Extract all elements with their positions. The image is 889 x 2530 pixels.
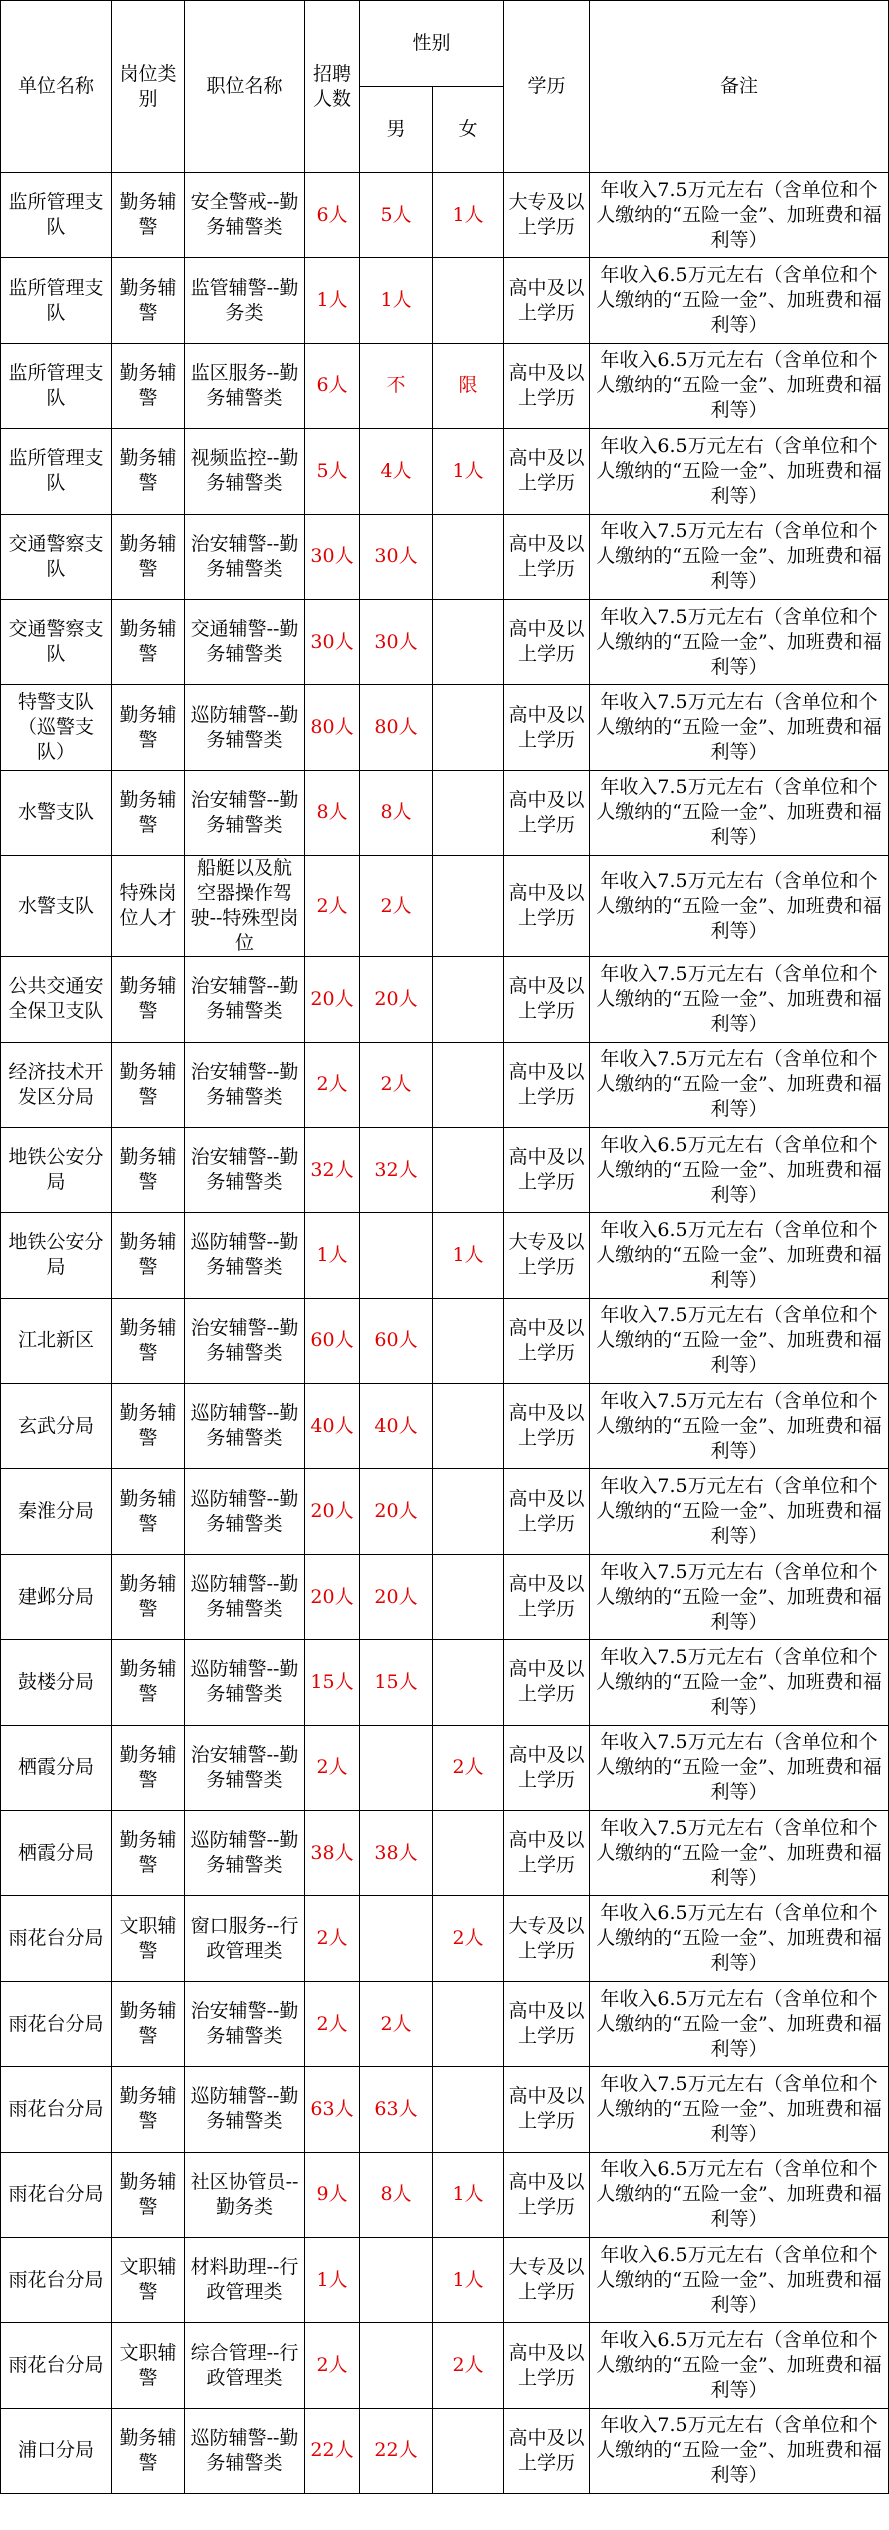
unit-cell: 建邺分局 (1, 1554, 112, 1639)
count-cell: 63人 (305, 2067, 360, 2152)
education-cell: 高中及以上学历 (504, 856, 590, 957)
count-cell: 2人 (305, 1896, 360, 1981)
education-cell: 高中及以上学历 (504, 343, 590, 428)
remark-cell: 年收入6.5万元左右（含单位和个人缴纳的“五险一金”、加班费和福利等） (590, 1127, 889, 1212)
table-row (1, 1298, 889, 1383)
count-cell: 80人 (305, 685, 360, 770)
unit-cell: 玄武分局 (1, 1384, 112, 1469)
female-count-cell (433, 1554, 504, 1639)
position-cell: 巡防辅警--勤务辅警类 (185, 1384, 305, 1469)
education-cell: 高中及以上学历 (504, 1981, 590, 2066)
female-count-cell (433, 1469, 504, 1554)
remark-cell: 年收入7.5万元左右（含单位和个人缴纳的“五险一金”、加班费和福利等） (590, 957, 889, 1042)
table-row (1, 1896, 889, 1981)
header-remark: 备注 (590, 1, 889, 173)
count-cell: 30人 (305, 599, 360, 684)
table-row (1, 1127, 889, 1212)
position-cell: 监区服务--勤务辅警类 (185, 343, 305, 428)
unit-cell: 雨花台分局 (1, 2323, 112, 2408)
position-cell: 交通辅警--勤务辅警类 (185, 599, 305, 684)
male-count-cell (360, 2323, 433, 2408)
post-type-cell: 勤务辅警 (112, 957, 185, 1042)
post-type-cell: 勤务辅警 (112, 343, 185, 428)
count-cell: 5人 (305, 429, 360, 514)
education-cell: 高中及以上学历 (504, 2152, 590, 2237)
count-cell: 2人 (305, 1725, 360, 1810)
remark-cell: 年收入7.5万元左右（含单位和个人缴纳的“五险一金”、加班费和福利等） (590, 1640, 889, 1725)
table-row (1, 514, 889, 599)
table-row (1, 2237, 889, 2322)
male-count-cell: 22人 (360, 2408, 433, 2493)
male-count-cell: 1人 (360, 258, 433, 343)
count-cell: 2人 (305, 1981, 360, 2066)
remark-cell: 年收入7.5万元左右（含单位和个人缴纳的“五险一金”、加班费和福利等） (590, 685, 889, 770)
table-row (1, 1213, 889, 1298)
table-row (1, 685, 889, 770)
table-body (1, 173, 889, 2494)
position-cell: 巡防辅警--勤务辅警类 (185, 685, 305, 770)
count-cell: 40人 (305, 1384, 360, 1469)
unit-cell: 雨花台分局 (1, 2237, 112, 2322)
female-count-cell (433, 1127, 504, 1212)
female-count-cell (433, 957, 504, 1042)
post-type-cell: 勤务辅警 (112, 685, 185, 770)
table-row (1, 1981, 889, 2066)
table-row (1, 599, 889, 684)
post-type-cell: 文职辅警 (112, 2323, 185, 2408)
position-cell: 巡防辅警--勤务辅警类 (185, 1640, 305, 1725)
unit-cell: 水警支队 (1, 770, 112, 855)
position-cell: 视频监控--勤务辅警类 (185, 429, 305, 514)
count-cell: 15人 (305, 1640, 360, 1725)
remark-cell: 年收入7.5万元左右（含单位和个人缴纳的“五险一金”、加班费和福利等） (590, 1042, 889, 1127)
table-row (1, 343, 889, 428)
female-count-cell (433, 770, 504, 855)
female-count-cell: 2人 (433, 2323, 504, 2408)
position-cell: 巡防辅警--勤务辅警类 (185, 1469, 305, 1554)
post-type-cell: 勤务辅警 (112, 514, 185, 599)
count-cell: 32人 (305, 1127, 360, 1212)
education-cell: 高中及以上学历 (504, 957, 590, 1042)
female-count-cell (433, 2067, 504, 2152)
remark-cell: 年收入7.5万元左右（含单位和个人缴纳的“五险一金”、加班费和福利等） (590, 2408, 889, 2493)
header-female: 女 (433, 87, 504, 173)
table-row (1, 429, 889, 514)
education-cell: 高中及以上学历 (504, 1127, 590, 1212)
table-row (1, 2323, 889, 2408)
female-count-cell (433, 1981, 504, 2066)
header-row (1, 1, 889, 87)
remark-cell: 年收入7.5万元左右（含单位和个人缴纳的“五险一金”、加班费和福利等） (590, 2067, 889, 2152)
unit-cell: 栖霞分局 (1, 1725, 112, 1810)
count-cell: 1人 (305, 258, 360, 343)
education-cell: 高中及以上学历 (504, 514, 590, 599)
education-cell: 高中及以上学历 (504, 258, 590, 343)
education-cell: 高中及以上学历 (504, 1042, 590, 1127)
position-cell: 治安辅警--勤务辅警类 (185, 514, 305, 599)
position-cell: 治安辅警--勤务辅警类 (185, 1042, 305, 1127)
remark-cell: 年收入6.5万元左右（含单位和个人缴纳的“五险一金”、加班费和福利等） (590, 2237, 889, 2322)
education-cell: 高中及以上学历 (504, 2067, 590, 2152)
remark-cell: 年收入7.5万元左右（含单位和个人缴纳的“五险一金”、加班费和福利等） (590, 599, 889, 684)
position-cell: 治安辅警--勤务辅警类 (185, 770, 305, 855)
male-count-cell (360, 1213, 433, 1298)
post-type-cell: 勤务辅警 (112, 1981, 185, 2066)
position-cell: 巡防辅警--勤务辅警类 (185, 2067, 305, 2152)
education-cell: 高中及以上学历 (504, 770, 590, 855)
education-cell: 高中及以上学历 (504, 1811, 590, 1896)
count-cell: 22人 (305, 2408, 360, 2493)
female-count-cell (433, 2408, 504, 2493)
male-count-cell: 4人 (360, 429, 433, 514)
unit-cell: 监所管理支队 (1, 343, 112, 428)
header-position: 职位名称 (185, 1, 305, 173)
unit-cell: 浦口分局 (1, 2408, 112, 2493)
female-count-cell: 限 (433, 343, 504, 428)
post-type-cell: 文职辅警 (112, 1896, 185, 1981)
male-count-cell: 32人 (360, 1127, 433, 1212)
header-male: 男 (360, 87, 433, 173)
male-count-cell: 30人 (360, 514, 433, 599)
male-count-cell: 60人 (360, 1298, 433, 1383)
post-type-cell: 勤务辅警 (112, 1384, 185, 1469)
remark-cell: 年收入6.5万元左右（含单位和个人缴纳的“五险一金”、加班费和福利等） (590, 1981, 889, 2066)
table-row (1, 1811, 889, 1896)
female-count-cell: 1人 (433, 2152, 504, 2237)
education-cell: 高中及以上学历 (504, 2408, 590, 2493)
female-count-cell: 1人 (433, 429, 504, 514)
remark-cell: 年收入6.5万元左右（含单位和个人缴纳的“五险一金”、加班费和福利等） (590, 258, 889, 343)
unit-cell: 监所管理支队 (1, 258, 112, 343)
female-count-cell: 1人 (433, 173, 504, 258)
table-row (1, 258, 889, 343)
count-cell: 8人 (305, 770, 360, 855)
unit-cell: 雨花台分局 (1, 1896, 112, 1981)
unit-cell: 监所管理支队 (1, 429, 112, 514)
male-count-cell (360, 2237, 433, 2322)
table-row (1, 770, 889, 855)
post-type-cell: 勤务辅警 (112, 1725, 185, 1810)
table-row (1, 1042, 889, 1127)
male-count-cell: 30人 (360, 599, 433, 684)
count-cell: 6人 (305, 173, 360, 258)
male-count-cell: 63人 (360, 2067, 433, 2152)
post-type-cell: 勤务辅警 (112, 1298, 185, 1383)
unit-cell: 交通警察支队 (1, 514, 112, 599)
position-cell: 巡防辅警--勤务辅警类 (185, 1811, 305, 1896)
female-count-cell (433, 1811, 504, 1896)
count-cell: 2人 (305, 856, 360, 957)
remark-cell: 年收入7.5万元左右（含单位和个人缴纳的“五险一金”、加班费和福利等） (590, 1811, 889, 1896)
post-type-cell: 勤务辅警 (112, 1469, 185, 1554)
header-count: 招聘人数 (305, 1, 360, 173)
unit-cell: 特警支队（巡警支队） (1, 685, 112, 770)
table-row (1, 1725, 889, 1810)
position-cell: 综合管理--行政管理类 (185, 2323, 305, 2408)
unit-cell: 雨花台分局 (1, 1981, 112, 2066)
remark-cell: 年收入7.5万元左右（含单位和个人缴纳的“五险一金”、加班费和福利等） (590, 770, 889, 855)
remark-cell: 年收入7.5万元左右（含单位和个人缴纳的“五险一金”、加班费和福利等） (590, 856, 889, 957)
education-cell: 高中及以上学历 (504, 1554, 590, 1639)
education-cell: 高中及以上学历 (504, 599, 590, 684)
unit-cell: 秦淮分局 (1, 1469, 112, 1554)
female-count-cell (433, 856, 504, 957)
header-education: 学历 (504, 1, 590, 173)
education-cell: 高中及以上学历 (504, 2323, 590, 2408)
education-cell: 大专及以上学历 (504, 1213, 590, 1298)
male-count-cell: 2人 (360, 1981, 433, 2066)
male-count-cell: 80人 (360, 685, 433, 770)
female-count-cell: 1人 (433, 1213, 504, 1298)
remark-cell: 年收入6.5万元左右（含单位和个人缴纳的“五险一金”、加班费和福利等） (590, 2152, 889, 2237)
position-cell: 材料助理--行政管理类 (185, 2237, 305, 2322)
position-cell: 社区协管员--勤务类 (185, 2152, 305, 2237)
unit-cell: 栖霞分局 (1, 1811, 112, 1896)
post-type-cell: 勤务辅警 (112, 599, 185, 684)
unit-cell: 水警支队 (1, 856, 112, 957)
remark-cell: 年收入7.5万元左右（含单位和个人缴纳的“五险一金”、加班费和福利等） (590, 1554, 889, 1639)
male-count-cell (360, 1896, 433, 1981)
table-row (1, 2152, 889, 2237)
education-cell: 高中及以上学历 (504, 1384, 590, 1469)
education-cell: 高中及以上学历 (504, 1469, 590, 1554)
male-count-cell: 20人 (360, 1469, 433, 1554)
male-count-cell: 20人 (360, 1554, 433, 1639)
table-row (1, 957, 889, 1042)
female-count-cell (433, 1640, 504, 1725)
post-type-cell: 勤务辅警 (112, 770, 185, 855)
post-type-cell: 勤务辅警 (112, 1811, 185, 1896)
male-count-cell (360, 1725, 433, 1810)
female-count-cell (433, 1042, 504, 1127)
unit-cell: 地铁公安分局 (1, 1127, 112, 1212)
header-post-type: 岗位类别 (112, 1, 185, 173)
post-type-cell: 勤务辅警 (112, 1640, 185, 1725)
male-count-cell: 38人 (360, 1811, 433, 1896)
unit-cell: 雨花台分局 (1, 2067, 112, 2152)
unit-cell: 鼓楼分局 (1, 1640, 112, 1725)
position-cell: 治安辅警--勤务辅警类 (185, 1298, 305, 1383)
remark-cell: 年收入7.5万元左右（含单位和个人缴纳的“五险一金”、加班费和福利等） (590, 1384, 889, 1469)
remark-cell: 年收入6.5万元左右（含单位和个人缴纳的“五险一金”、加班费和福利等） (590, 1896, 889, 1981)
remark-cell: 年收入7.5万元左右（含单位和个人缴纳的“五险一金”、加班费和福利等） (590, 1298, 889, 1383)
education-cell: 大专及以上学历 (504, 173, 590, 258)
unit-cell: 交通警察支队 (1, 599, 112, 684)
male-count-cell: 15人 (360, 1640, 433, 1725)
post-type-cell: 勤务辅警 (112, 429, 185, 514)
education-cell: 高中及以上学历 (504, 1298, 590, 1383)
remark-cell: 年收入6.5万元左右（含单位和个人缴纳的“五险一金”、加班费和福利等） (590, 343, 889, 428)
remark-cell: 年收入6.5万元左右（含单位和个人缴纳的“五险一金”、加班费和福利等） (590, 2323, 889, 2408)
unit-cell: 雨花台分局 (1, 2152, 112, 2237)
count-cell: 20人 (305, 1469, 360, 1554)
position-cell: 巡防辅警--勤务辅警类 (185, 1554, 305, 1639)
table-row (1, 2067, 889, 2152)
male-count-cell: 5人 (360, 173, 433, 258)
position-cell: 监管辅警--勤务类 (185, 258, 305, 343)
count-cell: 6人 (305, 343, 360, 428)
post-type-cell: 勤务辅警 (112, 2152, 185, 2237)
male-count-cell: 20人 (360, 957, 433, 1042)
female-count-cell: 2人 (433, 1896, 504, 1981)
male-count-cell: 2人 (360, 856, 433, 957)
unit-cell: 地铁公安分局 (1, 1213, 112, 1298)
position-cell: 巡防辅警--勤务辅警类 (185, 2408, 305, 2493)
position-cell: 治安辅警--勤务辅警类 (185, 1981, 305, 2066)
count-cell: 20人 (305, 1554, 360, 1639)
position-cell: 治安辅警--勤务辅警类 (185, 1725, 305, 1810)
education-cell: 高中及以上学历 (504, 429, 590, 514)
unit-cell: 监所管理支队 (1, 173, 112, 258)
table-row (1, 173, 889, 258)
post-type-cell: 勤务辅警 (112, 1042, 185, 1127)
education-cell: 大专及以上学历 (504, 1896, 590, 1981)
table-row (1, 1554, 889, 1639)
female-count-cell: 1人 (433, 2237, 504, 2322)
position-cell: 巡防辅警--勤务辅警类 (185, 1213, 305, 1298)
unit-cell: 江北新区 (1, 1298, 112, 1383)
remark-cell: 年收入7.5万元左右（含单位和个人缴纳的“五险一金”、加班费和福利等） (590, 173, 889, 258)
female-count-cell (433, 599, 504, 684)
table-row (1, 1640, 889, 1725)
position-cell: 船艇以及航空器操作驾驶--特殊型岗位 (185, 856, 305, 957)
post-type-cell: 勤务辅警 (112, 1127, 185, 1212)
male-count-cell: 8人 (360, 770, 433, 855)
remark-cell: 年收入6.5万元左右（含单位和个人缴纳的“五险一金”、加班费和福利等） (590, 1213, 889, 1298)
female-count-cell (433, 1384, 504, 1469)
count-cell: 30人 (305, 514, 360, 599)
unit-cell: 公共交通安全保卫支队 (1, 957, 112, 1042)
male-count-cell: 不 (360, 343, 433, 428)
male-count-cell: 8人 (360, 2152, 433, 2237)
female-count-cell (433, 514, 504, 599)
post-type-cell: 勤务辅警 (112, 1554, 185, 1639)
education-cell: 高中及以上学历 (504, 1640, 590, 1725)
female-count-cell (433, 1298, 504, 1383)
unit-cell: 经济技术开发区分局 (1, 1042, 112, 1127)
post-type-cell: 勤务辅警 (112, 1213, 185, 1298)
education-cell: 高中及以上学历 (504, 1725, 590, 1810)
post-type-cell: 勤务辅警 (112, 2408, 185, 2493)
count-cell: 2人 (305, 1042, 360, 1127)
table-row (1, 1384, 889, 1469)
count-cell: 2人 (305, 2323, 360, 2408)
male-count-cell: 40人 (360, 1384, 433, 1469)
education-cell: 高中及以上学历 (504, 685, 590, 770)
female-count-cell: 2人 (433, 1725, 504, 1810)
post-type-cell: 特殊岗位人才 (112, 856, 185, 957)
female-count-cell (433, 685, 504, 770)
count-cell: 38人 (305, 1811, 360, 1896)
remark-cell: 年收入6.5万元左右（含单位和个人缴纳的“五险一金”、加班费和福利等） (590, 429, 889, 514)
post-type-cell: 勤务辅警 (112, 173, 185, 258)
count-cell: 1人 (305, 1213, 360, 1298)
count-cell: 20人 (305, 957, 360, 1042)
remark-cell: 年收入7.5万元左右（含单位和个人缴纳的“五险一金”、加班费和福利等） (590, 1469, 889, 1554)
table-row (1, 2408, 889, 2493)
position-cell: 治安辅警--勤务辅警类 (185, 957, 305, 1042)
count-cell: 1人 (305, 2237, 360, 2322)
post-type-cell: 勤务辅警 (112, 2067, 185, 2152)
remark-cell: 年收入7.5万元左右（含单位和个人缴纳的“五险一金”、加班费和福利等） (590, 1725, 889, 1810)
table-row (1, 1469, 889, 1554)
post-type-cell: 文职辅警 (112, 2237, 185, 2322)
position-cell: 治安辅警--勤务辅警类 (185, 1127, 305, 1212)
count-cell: 9人 (305, 2152, 360, 2237)
education-cell: 大专及以上学历 (504, 2237, 590, 2322)
female-count-cell (433, 258, 504, 343)
table-row (1, 856, 889, 957)
post-type-cell: 勤务辅警 (112, 258, 185, 343)
count-cell: 60人 (305, 1298, 360, 1383)
position-cell: 安全警戒--勤务辅警类 (185, 173, 305, 258)
remark-cell: 年收入7.5万元左右（含单位和个人缴纳的“五险一金”、加班费和福利等） (590, 514, 889, 599)
header-gender: 性别 (360, 1, 504, 87)
position-cell: 窗口服务--行政管理类 (185, 1896, 305, 1981)
header-unit: 单位名称 (1, 1, 112, 173)
male-count-cell: 2人 (360, 1042, 433, 1127)
